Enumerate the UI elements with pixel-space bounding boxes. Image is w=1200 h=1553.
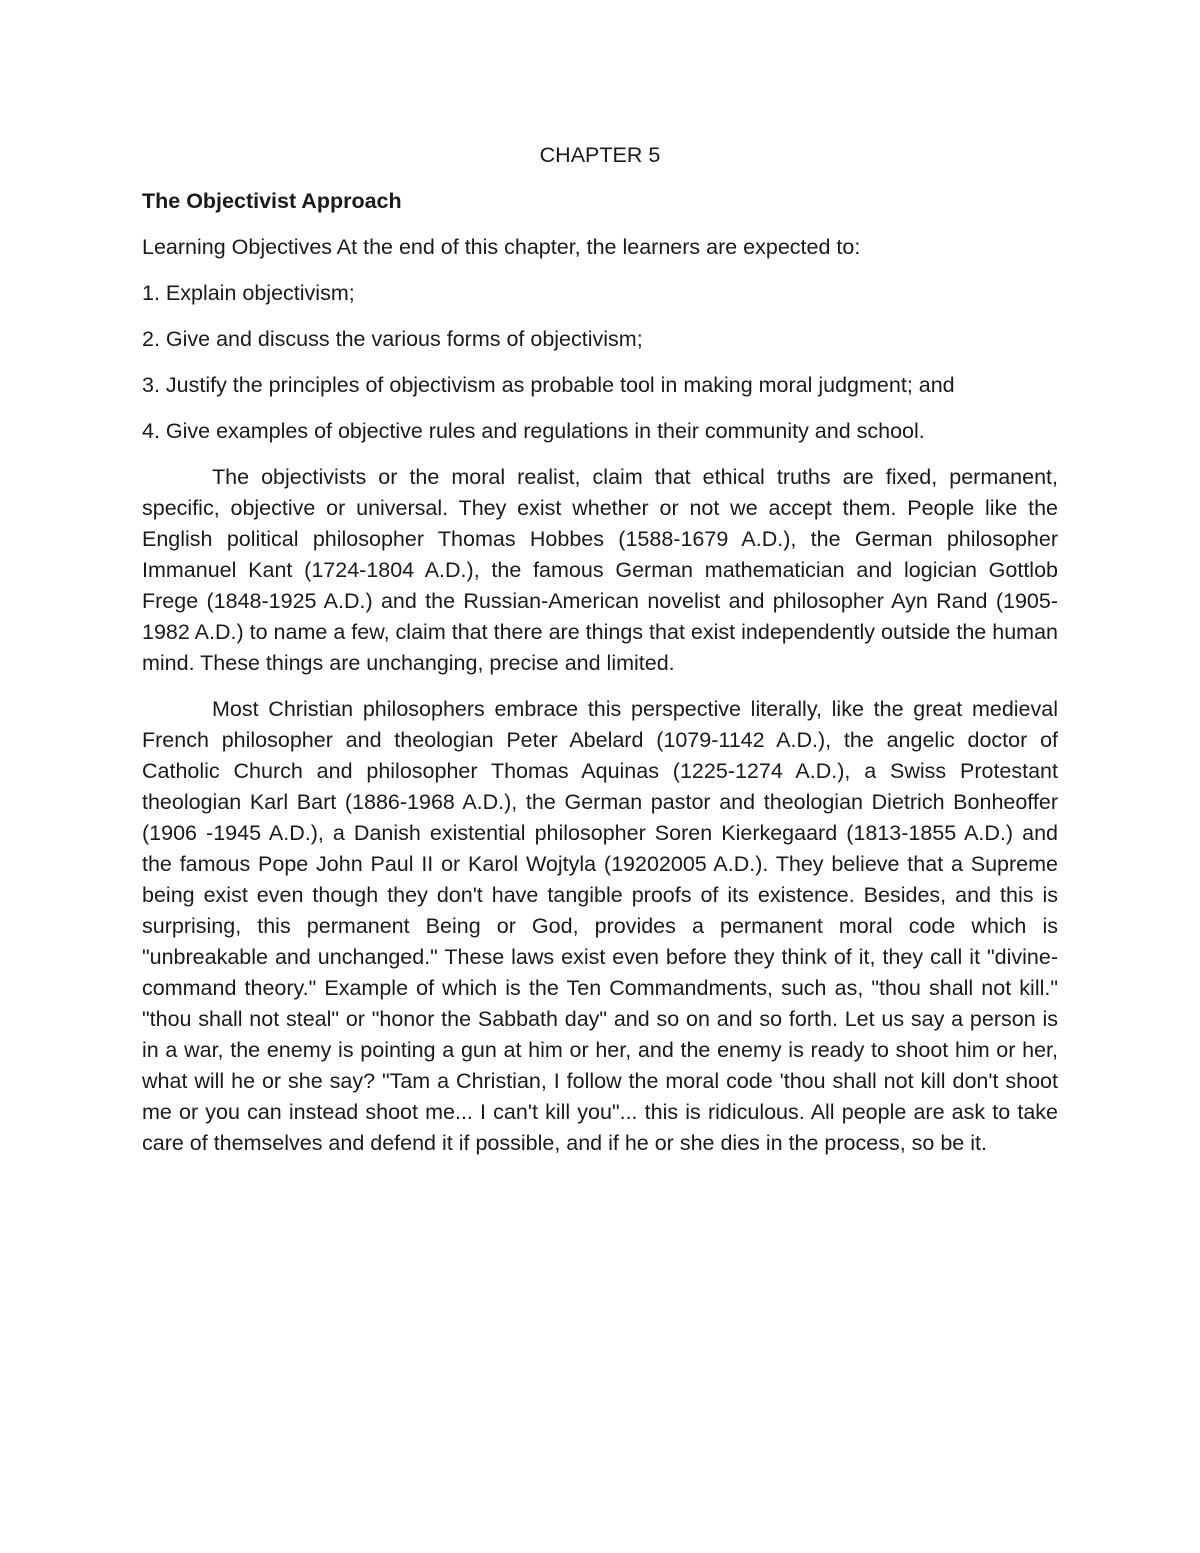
document-content: [142, 140, 1058, 1174]
chapter-heading: CHAPTER 5: [539, 143, 661, 167]
body-paragraph: Most Christian philosophers embrace this perspective literally, like the great medieval French philosopher and theologian Peter Abelard (1079-1142 A.D.), the angelic doctor of Catholic Church and philosopher Thomas Aquinas (1225-1274 A.D.), a Swiss Protestant theologian Karl Bart (1886-1968 A.D.), the German pastor and theologian Dietrich Bonheoffer (1906 -1945 A.D.), a Danish existential philosopher Soren Kierkegaard (1813-1855 A.D.) and the famous Pope John Paul II or Karol Wojtyla (19202005 A.D.). They believe that a Supreme being exist even though they don't have tangible proofs of its existence. Besides, and this is surprising, this permanent Being or God, provides a permanent moral code which is "unbreakable and unchanged." These laws exist even before they think of it, they call it "divine-command theory." Example of which is the Ten Commandments, such as, "thou shall not kill." "thou shall not steal" or "honor the Sabbath day" and so on and so forth. Let us say a person is in a war, the enemy is pointing a gun at him or her, and the enemy is ready to shoot him or her, what will he or she say? "Tam a Christian, I follow the moral code 'thou shall not kill don't shoot me or you can instead shoot me... I can't kill you"... this is ridiculous. All people are ask to take care of themselves and defend it if possible, and if he or she dies in the process, so be it.: [142, 697, 1058, 1155]
objective-item: 1. Explain objectivism;: [142, 281, 355, 305]
objectives-list: [142, 278, 1058, 447]
section-title: The Objectivist Approach: [142, 189, 402, 213]
body-paragraph: The objectivists or the moral realist, claim that ethical truths are fixed, permanent, specific, objective or universal. They exist whether or not we accept them. People like the English political philosopher Thomas Hobbes (1588-1679 A.D.), the German philosopher Immanuel Kant (1724-1804 A.D.), the famous German mathematician and logician Gottlob Frege (1848-1925 A.D.) and the Russian-American novelist and philosopher Ayn Rand (1905-1982 A.D.) to name a few, claim that there are things that exist independently outside the human mind. These things are unchanging, precise and limited.: [142, 465, 1058, 675]
objective-item: 3. Justify the principles of objectivism as probable tool in making moral judgment; and: [142, 373, 955, 397]
objective-item: 2. Give and discuss the various forms of objectivism;: [142, 327, 643, 351]
objectives-intro: Learning Objectives At the end of this chapter, the learners are expected to:: [142, 235, 861, 259]
objective-item: 4. Give examples of objective rules and regulations in their community and school.: [142, 419, 925, 443]
